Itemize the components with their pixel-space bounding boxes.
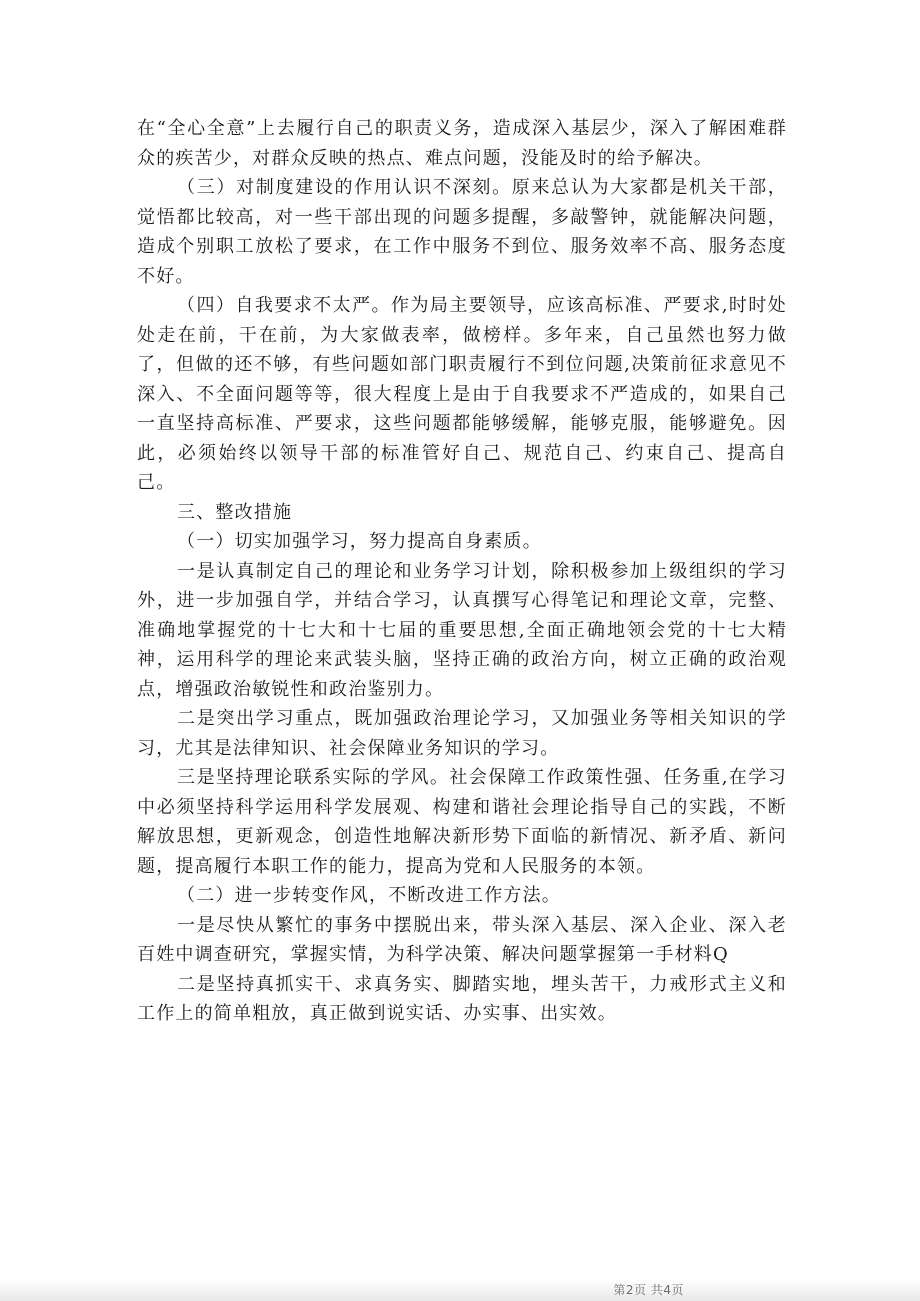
paragraph-system-building: （三）对制度建设的作用认识不深刻。原来总认为大家都是机关干部，觉悟都比较高，对一些干部出现的问题多提醒，多敲警钟，就能解决问题，造成个别职工放松了要求，在工作中服务不到位、服务效率不高、服务态度不好。 <box>137 177 787 287</box>
paragraph-grassroots: 一是尽快从繁忙的事务中摆脱出来，带头深入基层、深入企业、深入老百姓中调查研究，掌握实情，为科学决策、解决问题掌握第一手材料Q <box>137 914 787 965</box>
paragraph-study-focus: 二是突出学习重点，既加强政治理论学习，又加强业务等相关知识的学习，尤其是法律知识、社会保障业务知识的学习。 <box>137 708 787 759</box>
document-page <box>137 114 787 1029</box>
footer-bar <box>0 1279 920 1301</box>
paragraph-study-plan: 一是认真制定自己的理论和业务学习计划，除积极参加上级组织的学习外，进一步加强自学，并结合学习，认真撰写心得笔记和理论文章，完整、准确地掌握党的十七大和十七届的重要思想,全面正确地领会党的十七大精神，运用科学的理论来武装头脑，坚持正确的政治方向，树立正确的政治观点，增强政治敏锐性和政治鉴别力。 <box>137 560 787 700</box>
paragraph-pragmatic: 二是坚持真抓实干、求真务实、脚踏实地，埋头苦干，力戒形式主义和工作上的简单粗放，真正做到说实话、办实事、出实效。 <box>137 973 787 1024</box>
subheading-work-style: （二）进一步转变作风，不断改进工作方法。 <box>177 885 561 906</box>
page-footer-note: 第2页 共4页 <box>613 1283 684 1297</box>
section-heading-rectification: 三、整改措施 <box>177 501 293 523</box>
paragraph-theory-practice: 三是坚持理论联系实际的学风。社会保障工作政策性强、任务重,在学习中必须坚持科学运用科学发展观、构建和谐社会理论指导自己的实践，不断解放思想，更新观念，创造性地解决新形势下面临的新情况、新矛盾、新问题，提高履行本职工作的能力，提高为党和人民服务的本领。 <box>137 767 787 877</box>
paragraph-self-discipline: （四）自我要求不太严。作为局主要领导，应该高标准、严要求,时时处处走在前，干在前，为大家做表率，做榜样。多年来，自己虽然也努力做了，但做的还不够，有些问题如部门职责履行不到位问题,决策前征求意见不深入、不全面问题等等，很大程度上是由于自我要求不严造成的，如果自己一直坚持高标准、严要求，这些问题都能够缓解，能够克服，能够避免。因此，必须始终以领导干部的标准管好自己、规范自己、约束自己、提高自己。 <box>137 295 787 493</box>
subheading-study: （一）切实加强学习，努力提高自身素质。 <box>177 531 542 552</box>
paragraph-continuation: 在“全心全意”上去履行自己的职责义务，造成深入基层少，深入了解困难群众的疾苦少，对群众反映的热点、难点问题，没能及时的给予解决。 <box>137 118 787 169</box>
